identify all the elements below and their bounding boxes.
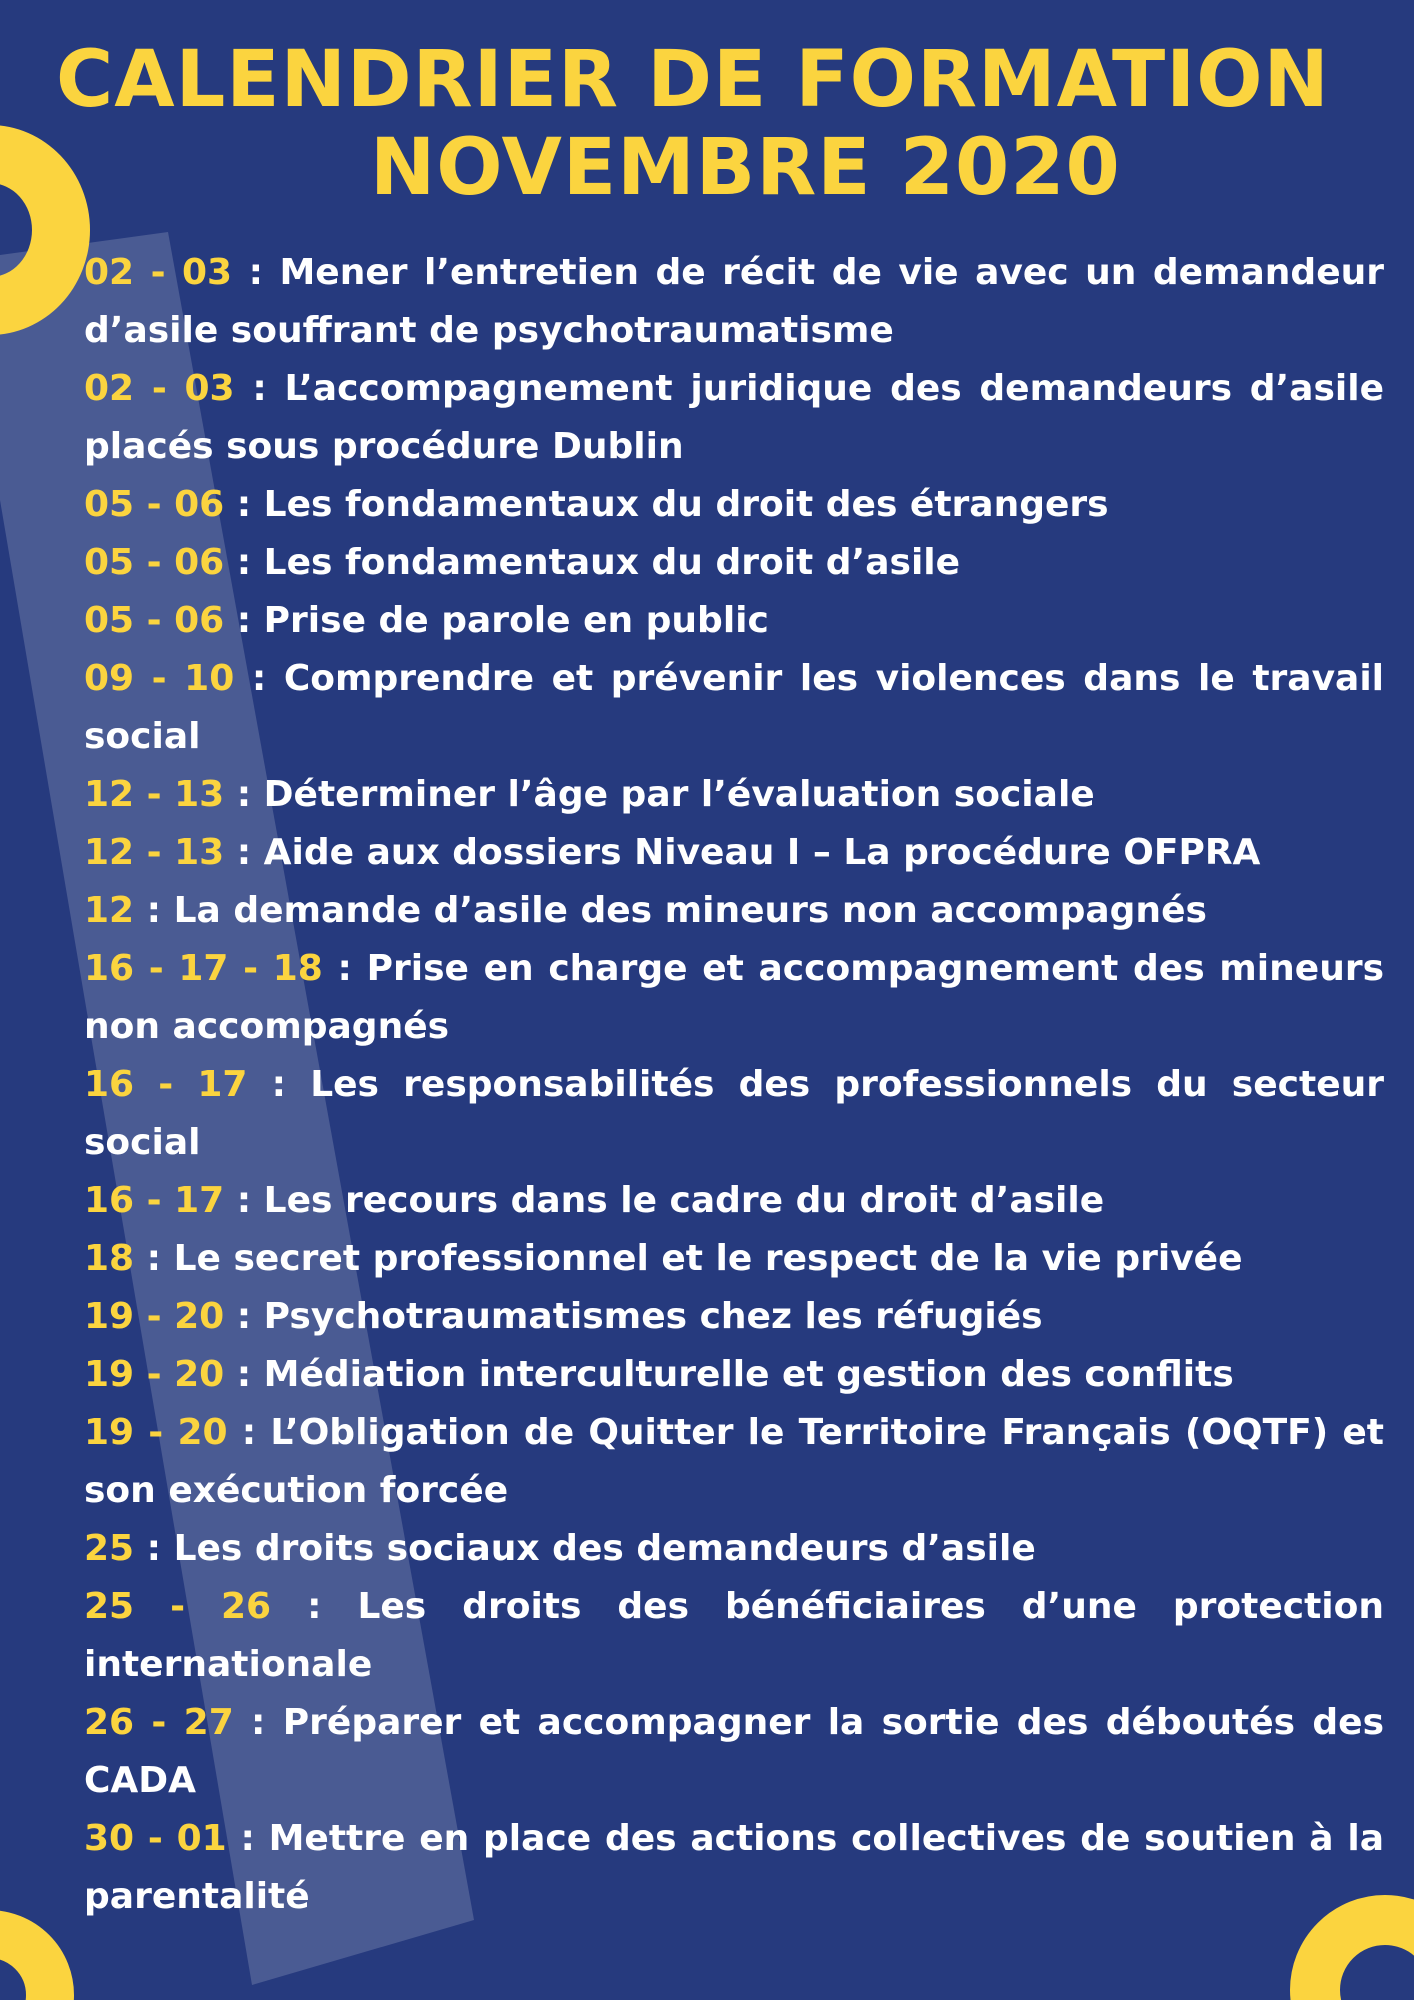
training-schedule-list: [84, 244, 1384, 1926]
schedule-item: [84, 1520, 1384, 1578]
session-separator: :: [224, 1354, 264, 1395]
session-separator: :: [224, 832, 264, 873]
session-topic: Préparer et accompagner la sortie des déboutés des CADA: [84, 1702, 1385, 1801]
schedule-item: [84, 1288, 1384, 1346]
session-topic: L’accompagnement juridique des demandeurs d’asile placés sous procédure Dublin: [84, 368, 1384, 467]
session-dates: 16 - 17 - 18: [84, 948, 323, 989]
schedule-item: [84, 1578, 1384, 1694]
schedule-item: [84, 360, 1384, 476]
session-topic: Aide aux dossiers Niveau I – La procédure OFPRA: [263, 832, 1261, 873]
schedule-item: [84, 244, 1384, 360]
schedule-item: [84, 1056, 1384, 1172]
session-dates: 05 - 06: [84, 600, 225, 641]
title-line-1: CALENDRIER DE FORMATION: [56, 35, 1330, 125]
schedule-item: [84, 824, 1384, 882]
session-topic: Déterminer l’âge par l’évaluation sociale: [263, 774, 1095, 815]
session-separator: :: [224, 1296, 264, 1337]
session-separator: :: [224, 1180, 264, 1221]
page-title: [40, 36, 1410, 212]
session-dates: 25: [84, 1528, 135, 1569]
session-topic: Mettre en place des actions collectives de soutien à la parentalité: [84, 1818, 1384, 1917]
session-separator: :: [224, 542, 264, 583]
session-separator: :: [247, 1064, 311, 1105]
session-topic: Les droits des bénéficiaires d’une protection internationale: [84, 1586, 1385, 1685]
session-dates: 02 - 03: [84, 252, 233, 293]
session-dates: 30 - 01: [84, 1818, 227, 1859]
session-separator: :: [233, 1702, 283, 1743]
schedule-item: [84, 1346, 1384, 1404]
session-dates: 16 - 17: [84, 1180, 225, 1221]
session-separator: :: [227, 1412, 271, 1453]
session-dates: 02 - 03: [84, 368, 235, 409]
session-topic: Les fondamentaux du droit des étrangers: [263, 484, 1109, 525]
schedule-item: [84, 1172, 1384, 1230]
session-separator: :: [226, 1818, 269, 1859]
session-separator: :: [134, 1238, 174, 1279]
schedule-item: [84, 882, 1384, 940]
session-dates: 19 - 20: [84, 1354, 225, 1395]
session-separator: :: [224, 600, 264, 641]
schedule-item: [84, 592, 1384, 650]
session-separator: :: [232, 252, 280, 293]
session-dates: 18: [84, 1238, 135, 1279]
session-dates: 05 - 06: [84, 484, 225, 525]
session-separator: :: [322, 948, 367, 989]
session-topic: La demande d’asile des mineurs non accompagnés: [173, 890, 1207, 931]
session-dates: 19 - 20: [84, 1296, 225, 1337]
schedule-item: [84, 650, 1384, 766]
session-dates: 12 - 13: [84, 774, 225, 815]
title-line-2: NOVEMBRE 2020: [370, 123, 1121, 213]
schedule-item: [84, 1694, 1384, 1810]
session-dates: 25 - 26: [84, 1586, 272, 1627]
session-separator: :: [234, 368, 285, 409]
schedule-item: [84, 1404, 1384, 1520]
schedule-item: [84, 1810, 1384, 1926]
session-dates: 26 - 27: [84, 1702, 234, 1743]
session-dates: 12: [84, 890, 135, 931]
session-topic: Les responsabilités des professionnels du secteur social: [84, 1064, 1385, 1163]
schedule-item: [84, 1230, 1384, 1288]
session-topic: Les recours dans le cadre du droit d’asile: [263, 1180, 1105, 1221]
session-topic: Les droits sociaux des demandeurs d’asile: [173, 1528, 1036, 1569]
session-separator: :: [224, 774, 264, 815]
session-topic: Comprendre et prévenir les violences dans le travail social: [84, 658, 1385, 757]
session-topic: Mener l’entretien de récit de vie avec un demandeur d’asile souffrant de psychotraumatisme: [84, 252, 1385, 351]
session-separator: :: [134, 890, 174, 931]
session-topic: L’Obligation de Quitter le Territoire Français (OQTF) et son exécution forcée: [84, 1412, 1384, 1511]
session-dates: 19 - 20: [84, 1412, 228, 1453]
schedule-item: [84, 940, 1384, 1056]
session-dates: 09 - 10: [84, 658, 235, 699]
schedule-item: [84, 534, 1384, 592]
session-dates: 16 - 17: [84, 1064, 248, 1105]
session-topic: Le secret professionnel et le respect de la vie privée: [173, 1238, 1243, 1279]
session-separator: :: [224, 484, 264, 525]
session-topic: Prise de parole en public: [263, 600, 769, 641]
session-separator: :: [234, 658, 284, 699]
session-dates: 05 - 06: [84, 542, 225, 583]
session-topic: Prise en charge et accompagnement des mineurs non accompagnés: [84, 948, 1385, 1047]
session-topic: Les fondamentaux du droit d’asile: [263, 542, 961, 583]
session-separator: :: [134, 1528, 174, 1569]
session-dates: 12 - 13: [84, 832, 225, 873]
session-topic: Médiation interculturelle et gestion des conflits: [263, 1354, 1234, 1395]
session-separator: :: [271, 1586, 358, 1627]
schedule-item: [84, 476, 1384, 534]
session-topic: Psychotraumatismes chez les réfugiés: [263, 1296, 1043, 1337]
schedule-item: [84, 766, 1384, 824]
